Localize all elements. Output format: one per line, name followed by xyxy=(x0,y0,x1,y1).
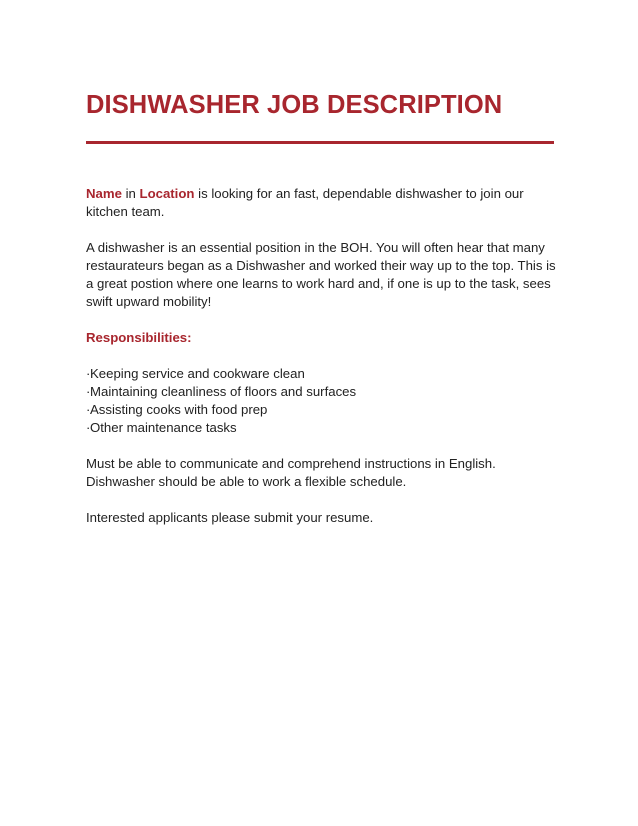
bullet-icon: · xyxy=(86,402,91,417)
closing-paragraph: Interested applicants please submit your resume. xyxy=(86,510,374,525)
bullet-icon: · xyxy=(86,384,91,399)
name-placeholder: Name xyxy=(86,186,122,201)
location-placeholder: Location xyxy=(139,186,195,201)
list-item xyxy=(86,365,556,383)
intro-rest-text: is looking for an fast, dependable dishwasher to join our kitchen team. xyxy=(86,186,524,219)
requirement-schedule: Dishwasher should be able to work a flexible schedule. xyxy=(86,474,407,489)
document-title: DISHWASHER JOB DESCRIPTION xyxy=(86,91,503,119)
list-item xyxy=(86,419,556,437)
intro-paragraph xyxy=(86,185,556,221)
spacer xyxy=(86,437,556,455)
spacer xyxy=(86,311,556,329)
responsibilities-list xyxy=(86,365,556,437)
title-divider xyxy=(86,141,554,144)
bullet-icon: · xyxy=(86,366,91,381)
intro-in-text: in xyxy=(121,186,140,201)
list-item xyxy=(86,401,556,419)
requirement-english: Must be able to communicate and comprehend instructions in English. xyxy=(86,456,496,471)
list-item-text: Maintaining cleanliness of floors and surfaces xyxy=(90,384,357,399)
responsibilities-heading: Responsibilities: xyxy=(86,330,192,345)
spacer xyxy=(86,491,556,509)
spacer xyxy=(86,347,556,365)
job-description-page xyxy=(86,90,556,527)
spacer xyxy=(86,221,556,239)
list-item-text: Assisting cooks with food prep xyxy=(90,402,268,417)
document-body xyxy=(86,185,556,527)
list-item xyxy=(86,383,556,401)
description-paragraph: A dishwasher is an essential position in the BOH. You will often hear that many restaurateurs began as a Dishwasher and worked their way up to the top. This is a great postion where one learns to work hard and, if one is up to the task, sees swift upward mobility! xyxy=(86,240,556,309)
list-item-text: Keeping service and cookware clean xyxy=(90,366,305,381)
list-item-text: Other maintenance tasks xyxy=(90,420,237,435)
bullet-icon: · xyxy=(86,420,91,435)
